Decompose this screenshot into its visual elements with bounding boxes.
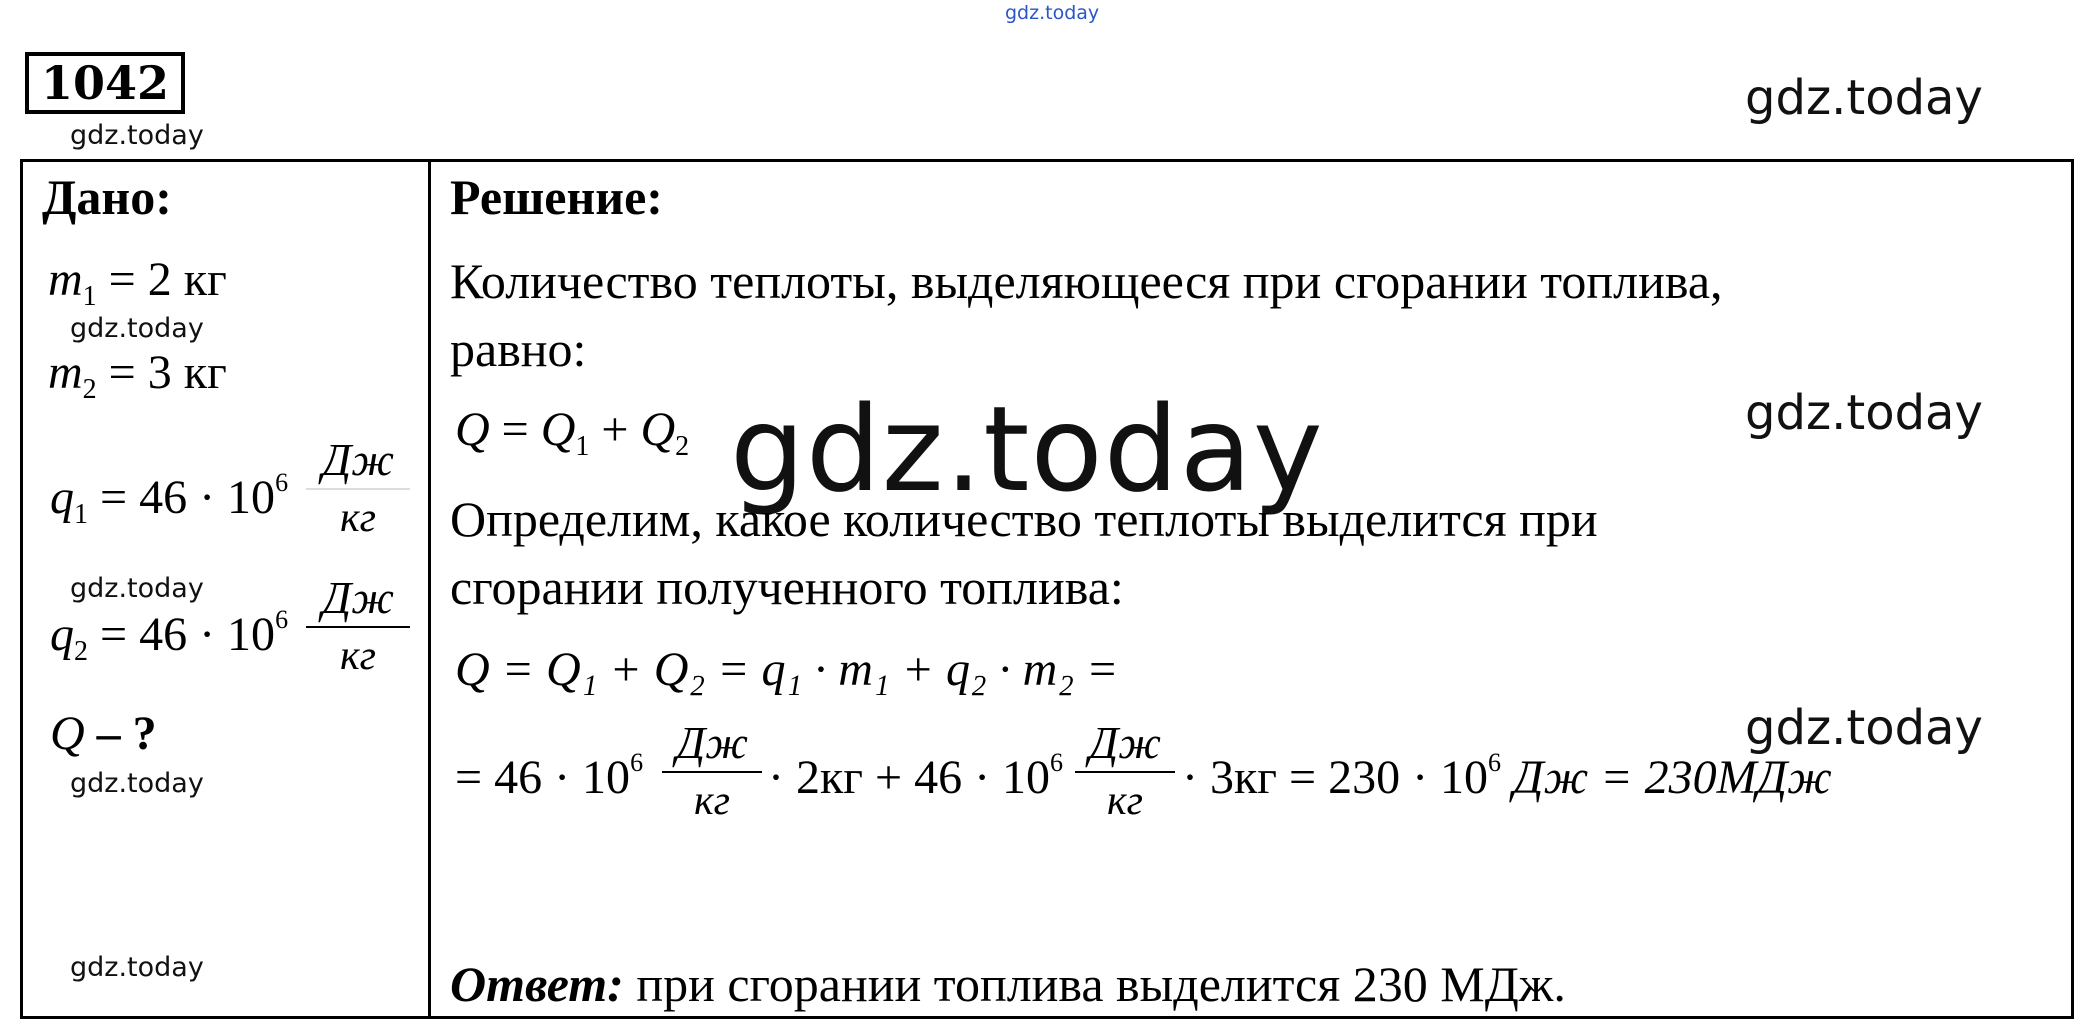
watermark-large: gdz.today bbox=[730, 380, 1324, 518]
formula-calc-part1: = $46 \cdot 10^6$ bbox=[455, 748, 644, 804]
solution-line2: равно: bbox=[450, 321, 587, 377]
solution-line4: сгорании полученного топлива: bbox=[450, 559, 1124, 615]
watermark-small: gdz.today bbox=[70, 768, 204, 799]
answer-label: Ответ: bbox=[450, 956, 624, 1012]
given-m1: $m_1 = 2$ кг bbox=[48, 253, 227, 312]
given-m2: $m_2 = 3$ кг bbox=[48, 346, 227, 405]
given-q1: $q_1 = 46 \cdot 10^6$ bbox=[50, 468, 289, 530]
solution-header: Решение: bbox=[450, 169, 663, 225]
solution-line1: Количество теплоты, выделяющееся при сгорании топлива, bbox=[450, 253, 1723, 309]
solution-line3: Определим, какое количество теплоты выделится при bbox=[450, 491, 1598, 547]
watermark-right: gdz.today bbox=[1745, 385, 1983, 441]
formula-expansion: Q = Q₁ + Q₂ = q₁ · m₁ + q₂ · m₂ = bbox=[455, 643, 1119, 696]
answer-text: при сгорании топлива выделится 230 МДж. bbox=[636, 956, 1566, 1012]
watermark-small: gdz.today bbox=[70, 952, 204, 983]
formula-sum: $Q = Q_1 + Q_2$ bbox=[455, 403, 690, 462]
given-header: Дано: bbox=[42, 169, 172, 225]
given-find: Q – ? bbox=[50, 707, 157, 760]
watermark-small: gdz.today bbox=[70, 573, 204, 604]
watermark-small: gdz.today bbox=[70, 313, 204, 344]
formula-calc-frac1: Дж кг bbox=[662, 715, 762, 829]
watermark-small: gdz.today bbox=[70, 120, 204, 151]
formula-calc-part2: · $2кг + 46 \cdot 10^6$ bbox=[768, 748, 1064, 804]
given-q2-unit: Дж кг bbox=[306, 570, 410, 684]
given-q2: $q_2 = 46 \cdot 10^6$ bbox=[50, 605, 289, 667]
formula-calc-part3: · $3кг = 230 \cdot 10^6$ Дж = 230МДж bbox=[1182, 748, 1832, 804]
watermark-top: gdz.today bbox=[1005, 2, 1100, 24]
column-divider bbox=[428, 159, 431, 1019]
watermark-right: gdz.today bbox=[1745, 700, 1983, 756]
problem-number: 1042 bbox=[25, 52, 185, 114]
answer bbox=[450, 955, 1566, 1013]
given-q1-unit: Дж кг bbox=[306, 432, 410, 546]
watermark-right: gdz.today bbox=[1745, 70, 1983, 126]
formula-calc-frac2: Дж кг bbox=[1075, 715, 1175, 829]
